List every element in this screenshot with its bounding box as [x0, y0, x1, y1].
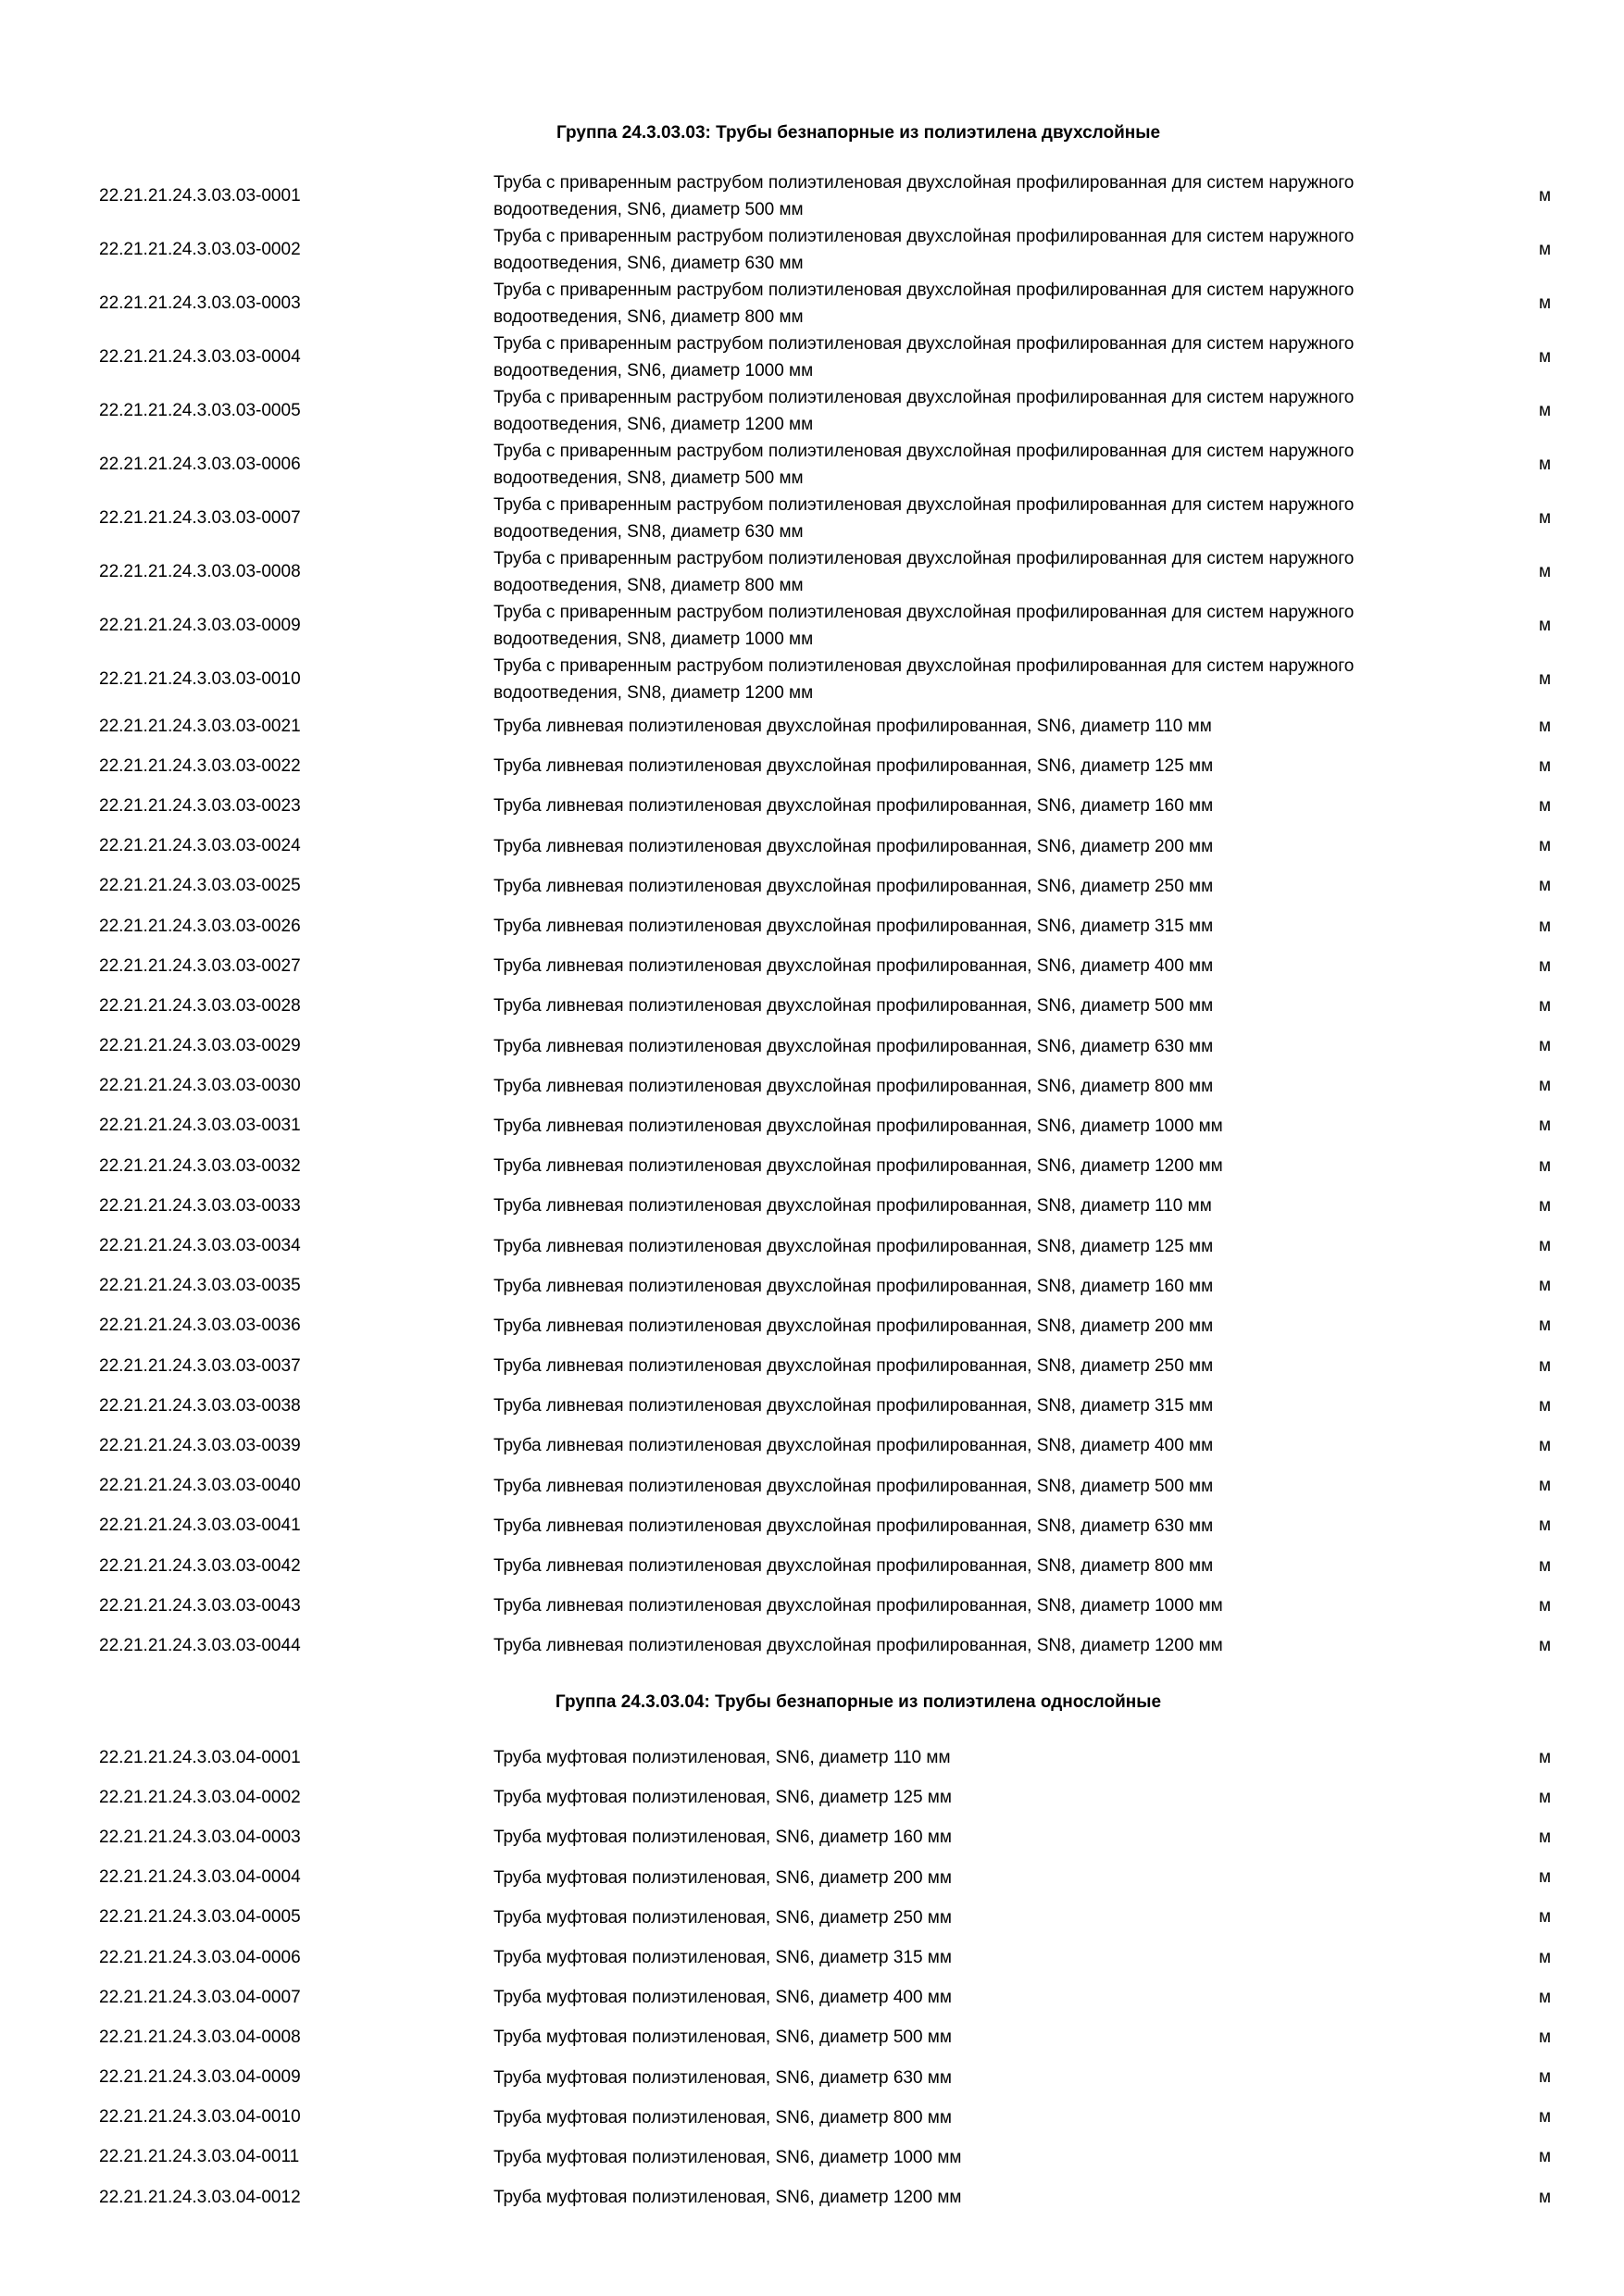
table-row	[0, 1106, 1624, 1146]
row-unit: м	[1539, 2107, 1552, 2128]
row-code: 22.21.21.24.3.03.03-0033	[99, 1195, 301, 1216]
row-unit: м	[1539, 562, 1552, 581]
row-name: Труба с приваренным раструбом полиэтиленовая двухслойная профилированная для систем наружного водоотведения, SN8, диаметр 1200 мм	[493, 656, 1355, 703]
row-code: 22.21.21.24.3.03.03-0044	[99, 1635, 301, 1655]
row-code: 22.21.21.24.3.03.03-0007	[99, 508, 301, 528]
row-unit: м	[1539, 1907, 1552, 1928]
row-code: 22.21.21.24.3.03.03-0004	[99, 347, 301, 367]
row-name: Труба с приваренным раструбом полиэтиленовая двухслойная профилированная для систем наружного водоотведения, SN6, диаметр 1200 мм	[493, 388, 1355, 434]
table-row	[0, 492, 1624, 545]
row-unit: м	[1539, 1476, 1552, 1496]
table-row	[0, 277, 1624, 331]
row-name: Труба муфтовая полиэтиленовая, SN6, диаметр 800 мм	[493, 2107, 952, 2128]
row-code: 22.21.21.24.3.03.03-0002	[99, 240, 301, 259]
table-row	[0, 1546, 1624, 1586]
table-row	[0, 223, 1624, 277]
row-code: 22.21.21.24.3.03.03-0040	[99, 1476, 301, 1496]
table-row	[0, 1586, 1624, 1626]
row-unit: м	[1539, 1435, 1552, 1455]
row-name: Труба с приваренным раструбом полиэтиленовая двухслойная профилированная для систем наружного водоотведения, SN8, диаметр 630 мм	[493, 495, 1355, 542]
row-unit: м	[1539, 293, 1552, 313]
row-code: 22.21.21.24.3.03.04-0008	[99, 2027, 301, 2047]
row-unit: м	[1539, 1867, 1552, 1888]
row-name: Труба ливневая полиэтиленовая двухслойная профилированная, SN6, диаметр 800 мм	[493, 1076, 1214, 1096]
row-code: 22.21.21.24.3.03.03-0025	[99, 876, 301, 896]
row-name: Труба с приваренным раструбом полиэтиленовая двухслойная профилированная для систем наружного водоотведения, SN6, диаметр 1000 мм	[493, 334, 1355, 381]
row-name: Труба ливневая полиэтиленовая двухслойная профилированная, SN6, диаметр 315 мм	[493, 917, 1214, 937]
row-name: Труба ливневая полиэтиленовая двухслойная профилированная, SN8, диаметр 500 мм	[493, 1476, 1214, 1496]
row-code: 22.21.21.24.3.03.03-0037	[99, 1355, 301, 1376]
row-name: Труба ливневая полиэтиленовая двухслойная профилированная, SN8, диаметр 800 мм	[493, 1556, 1214, 1577]
row-name: Труба ливневая полиэтиленовая двухслойная профилированная, SN6, диаметр 125 мм	[493, 756, 1214, 777]
row-unit: м	[1539, 795, 1552, 816]
table-row	[0, 384, 1624, 438]
row-name: Труба с приваренным раструбом полиэтиленовая двухслойная профилированная для систем наружного водоотведения, SN8, диаметр 500 мм	[493, 442, 1355, 488]
table-row	[0, 2017, 1624, 2057]
row-name: Труба ливневая полиэтиленовая двухслойная профилированная, SN8, диаметр 400 мм	[493, 1436, 1214, 1456]
table-row	[0, 1226, 1624, 1266]
row-code: 22.21.21.24.3.03.04-0004	[99, 1867, 301, 1888]
row-code: 22.21.21.24.3.03.03-0031	[99, 1116, 301, 1136]
row-name: Труба муфтовая полиэтиленовая, SN6, диаметр 1000 мм	[493, 2147, 962, 2167]
row-name: Труба муфтовая полиэтиленовая, SN6, диаметр 110 мм	[493, 1748, 951, 1768]
row-name: Труба ливневая полиэтиленовая двухслойная профилированная, SN6, диаметр 250 мм	[493, 876, 1214, 896]
group-table	[0, 169, 1624, 1666]
row-name: Труба ливневая полиэтиленовая двухслойная профилированная, SN8, диаметр 160 мм	[493, 1276, 1214, 1296]
row-unit: м	[1539, 508, 1552, 528]
row-unit: м	[1539, 1395, 1552, 1416]
row-code: 22.21.21.24.3.03.04-0007	[99, 1987, 301, 2007]
row-name: Труба ливневая полиэтиленовая двухслойная профилированная, SN8, диаметр 1200 мм	[493, 1636, 1223, 1656]
table-row	[0, 1626, 1624, 1666]
row-name: Труба ливневая полиэтиленовая двухслойная профилированная, SN8, диаметр 200 мм	[493, 1316, 1214, 1336]
table-row	[0, 1738, 1624, 1778]
row-code: 22.21.21.24.3.03.03-0029	[99, 1036, 301, 1056]
row-unit: м	[1539, 401, 1552, 420]
row-name: Труба муфтовая полиэтиленовая, SN6, диаметр 160 мм	[493, 1828, 952, 1848]
table-row	[0, 1067, 1624, 1106]
table-row	[0, 906, 1624, 946]
row-name: Труба с приваренным раструбом полиэтиленовая двухслойная профилированная для систем наружного водоотведения, SN6, диаметр 500 мм	[493, 173, 1355, 219]
row-unit: м	[1539, 240, 1552, 259]
table-row	[0, 1186, 1624, 1226]
row-name: Труба ливневая полиэтиленовая двухслойная профилированная, SN6, диаметр 1000 мм	[493, 1116, 1223, 1136]
row-code: 22.21.21.24.3.03.03-0038	[99, 1395, 301, 1416]
row-name: Труба ливневая полиэтиленовая двухслойная профилированная, SN6, диаметр 630 мм	[493, 1036, 1214, 1056]
row-code: 22.21.21.24.3.03.03-0024	[99, 836, 301, 856]
row-unit: м	[1539, 1155, 1552, 1176]
table-row	[0, 438, 1624, 492]
row-unit: м	[1539, 1355, 1552, 1376]
table-row	[0, 1938, 1624, 1978]
row-unit: м	[1539, 836, 1552, 856]
table-row	[0, 1817, 1624, 1857]
table-row	[0, 946, 1624, 986]
row-unit: м	[1539, 716, 1552, 736]
row-code: 22.21.21.24.3.03.03-0001	[99, 186, 301, 206]
row-unit: м	[1539, 1635, 1552, 1655]
row-code: 22.21.21.24.3.03.03-0043	[99, 1595, 301, 1616]
table-row	[0, 1346, 1624, 1386]
row-code: 22.21.21.24.3.03.03-0022	[99, 755, 301, 776]
row-name: Труба муфтовая полиэтиленовая, SN6, диаметр 1200 мм	[493, 2188, 962, 2208]
table-row	[0, 331, 1624, 384]
row-name: Труба ливневая полиэтиленовая двухслойная профилированная, SN8, диаметр 250 мм	[493, 1356, 1214, 1377]
row-code: 22.21.21.24.3.03.04-0003	[99, 1827, 301, 1847]
row-code: 22.21.21.24.3.03.04-0012	[99, 2187, 301, 2207]
row-code: 22.21.21.24.3.03.03-0023	[99, 795, 301, 816]
row-code: 22.21.21.24.3.03.03-0026	[99, 916, 301, 936]
table-row	[0, 2058, 1624, 2098]
table-row	[0, 1978, 1624, 2017]
row-name: Труба ливневая полиэтиленовая двухслойная профилированная, SN6, диаметр 110 мм	[493, 717, 1212, 737]
row-code: 22.21.21.24.3.03.04-0011	[99, 2147, 300, 2167]
row-code: 22.21.21.24.3.03.03-0034	[99, 1236, 301, 1256]
row-unit: м	[1539, 1516, 1552, 1536]
row-name: Труба ливневая полиэтиленовая двухслойная профилированная, SN6, диаметр 200 мм	[493, 836, 1214, 856]
row-unit: м	[1539, 186, 1552, 206]
row-code: 22.21.21.24.3.03.04-0006	[99, 1947, 301, 1967]
row-code: 22.21.21.24.3.03.03-0042	[99, 1555, 301, 1576]
row-unit: м	[1539, 1747, 1552, 1767]
table-row	[0, 986, 1624, 1026]
row-code: 22.21.21.24.3.03.03-0009	[99, 616, 301, 635]
row-unit: м	[1539, 955, 1552, 976]
row-code: 22.21.21.24.3.03.03-0008	[99, 562, 301, 581]
table-row	[0, 1027, 1624, 1067]
row-code: 22.21.21.24.3.03.03-0039	[99, 1435, 301, 1455]
row-unit: м	[1539, 347, 1552, 367]
row-unit: м	[1539, 1987, 1552, 2007]
table-row	[0, 2098, 1624, 2138]
row-name: Труба с приваренным раструбом полиэтиленовая двухслойная профилированная для систем наружного водоотведения, SN8, диаметр 800 мм	[493, 549, 1355, 595]
table-row	[0, 1778, 1624, 1817]
row-code: 22.21.21.24.3.03.04-0005	[99, 1907, 301, 1928]
table-row	[0, 1306, 1624, 1346]
row-name: Труба ливневая полиэтиленовая двухслойная профилированная, SN8, диаметр 110 мм	[493, 1196, 1212, 1217]
table-row	[0, 1858, 1624, 1898]
row-unit: м	[1539, 916, 1552, 936]
row-code: 22.21.21.24.3.03.03-0027	[99, 955, 301, 976]
row-code: 22.21.21.24.3.03.03-0032	[99, 1155, 301, 1176]
table-row	[0, 2138, 1624, 2177]
row-unit: м	[1539, 616, 1552, 635]
row-code: 22.21.21.24.3.03.03-0010	[99, 669, 301, 689]
table-row	[0, 1466, 1624, 1506]
row-unit: м	[1539, 669, 1552, 689]
row-unit: м	[1539, 1595, 1552, 1616]
row-name: Труба муфтовая полиэтиленовая, SN6, диаметр 125 мм	[493, 1788, 952, 1808]
row-unit: м	[1539, 755, 1552, 776]
row-unit: м	[1539, 1316, 1552, 1336]
row-name: Труба муфтовая полиэтиленовая, SN6, диаметр 400 мм	[493, 1988, 952, 2008]
row-unit: м	[1539, 1947, 1552, 1967]
row-unit: м	[1539, 995, 1552, 1016]
row-unit: м	[1539, 2027, 1552, 2047]
table-row	[0, 1426, 1624, 1466]
group-title: Группа 24.3.03.03: Трубы безнапорные из полиэтилена двухслойные	[556, 123, 1161, 143]
row-unit: м	[1539, 1116, 1552, 1136]
table-row	[0, 786, 1624, 826]
row-name: Труба ливневая полиэтиленовая двухслойная профилированная, SN6, диаметр 160 мм	[493, 796, 1214, 817]
row-unit: м	[1539, 2067, 1552, 2088]
table-row	[0, 653, 1624, 706]
table-row	[0, 1386, 1624, 1426]
table-row	[0, 545, 1624, 599]
row-unit: м	[1539, 1827, 1552, 1847]
row-unit: м	[1539, 1195, 1552, 1216]
row-name: Труба муфтовая полиэтиленовая, SN6, диаметр 315 мм	[493, 1948, 952, 1968]
row-code: 22.21.21.24.3.03.04-0010	[99, 2107, 301, 2128]
row-name: Труба ливневая полиэтиленовая двухслойная профилированная, SN8, диаметр 125 мм	[493, 1236, 1214, 1256]
row-code: 22.21.21.24.3.03.03-0006	[99, 455, 301, 474]
row-code: 22.21.21.24.3.03.04-0002	[99, 1787, 301, 1807]
row-code: 22.21.21.24.3.03.03-0035	[99, 1276, 301, 1296]
row-name: Труба муфтовая полиэтиленовая, SN6, диаметр 250 мм	[493, 1907, 952, 1928]
row-unit: м	[1539, 1036, 1552, 1056]
row-name: Труба ливневая полиэтиленовая двухслойная профилированная, SN8, диаметр 315 мм	[493, 1396, 1214, 1416]
row-code: 22.21.21.24.3.03.03-0030	[99, 1076, 301, 1096]
row-unit: м	[1539, 1555, 1552, 1576]
table-row	[0, 867, 1624, 906]
table-row	[0, 706, 1624, 746]
row-unit: м	[1539, 455, 1552, 474]
table-row	[0, 2177, 1624, 2217]
table-row	[0, 169, 1624, 223]
row-name: Труба с приваренным раструбом полиэтиленовая двухслойная профилированная для систем наружного водоотведения, SN6, диаметр 800 мм	[493, 281, 1355, 327]
row-name: Труба ливневая полиэтиленовая двухслойная профилированная, SN6, диаметр 400 мм	[493, 956, 1214, 977]
table-row	[0, 827, 1624, 867]
row-name: Труба ливневая полиэтиленовая двухслойная профилированная, SN6, диаметр 500 мм	[493, 996, 1214, 1017]
group-title: Группа 24.3.03.04: Трубы безнапорные из полиэтилена однослойные	[555, 1692, 1162, 1712]
row-code: 22.21.21.24.3.03.04-0009	[99, 2067, 301, 2088]
row-name: Труба муфтовая полиэтиленовая, SN6, диаметр 500 мм	[493, 2028, 952, 2048]
row-unit: м	[1539, 2187, 1552, 2207]
row-code: 22.21.21.24.3.03.03-0005	[99, 401, 301, 420]
table-row	[0, 1267, 1624, 1306]
row-unit: м	[1539, 1236, 1552, 1256]
table-row	[0, 1146, 1624, 1186]
row-name: Труба муфтовая полиэтиленовая, SN6, диаметр 630 мм	[493, 2067, 952, 2088]
group-table	[0, 1738, 1624, 2217]
row-unit: м	[1539, 1276, 1552, 1296]
row-code: 22.21.21.24.3.03.04-0001	[99, 1747, 301, 1767]
row-code: 22.21.21.24.3.03.03-0003	[99, 293, 301, 313]
table-row	[0, 1898, 1624, 1938]
table-row	[0, 1506, 1624, 1546]
row-unit: м	[1539, 1076, 1552, 1096]
table-row	[0, 746, 1624, 786]
row-name: Труба с приваренным раструбом полиэтиленовая двухслойная профилированная для систем наружного водоотведения, SN6, диаметр 630 мм	[493, 227, 1355, 273]
row-code: 22.21.21.24.3.03.03-0028	[99, 995, 301, 1016]
row-unit: м	[1539, 1787, 1552, 1807]
row-code: 22.21.21.24.3.03.03-0021	[99, 716, 301, 736]
row-name: Труба с приваренным раструбом полиэтиленовая двухслойная профилированная для систем наружного водоотведения, SN8, диаметр 1000 мм	[493, 603, 1355, 649]
row-name: Труба ливневая полиэтиленовая двухслойная профилированная, SN8, диаметр 1000 мм	[493, 1596, 1223, 1616]
row-code: 22.21.21.24.3.03.03-0036	[99, 1316, 301, 1336]
row-code: 22.21.21.24.3.03.03-0041	[99, 1516, 301, 1536]
row-unit: м	[1539, 2147, 1552, 2167]
table-row	[0, 599, 1624, 653]
row-name: Труба ливневая полиэтиленовая двухслойная профилированная, SN8, диаметр 630 мм	[493, 1516, 1214, 1536]
row-unit: м	[1539, 876, 1552, 896]
row-name: Труба муфтовая полиэтиленовая, SN6, диаметр 200 мм	[493, 1867, 952, 1888]
row-name: Труба ливневая полиэтиленовая двухслойная профилированная, SN6, диаметр 1200 мм	[493, 1156, 1223, 1177]
